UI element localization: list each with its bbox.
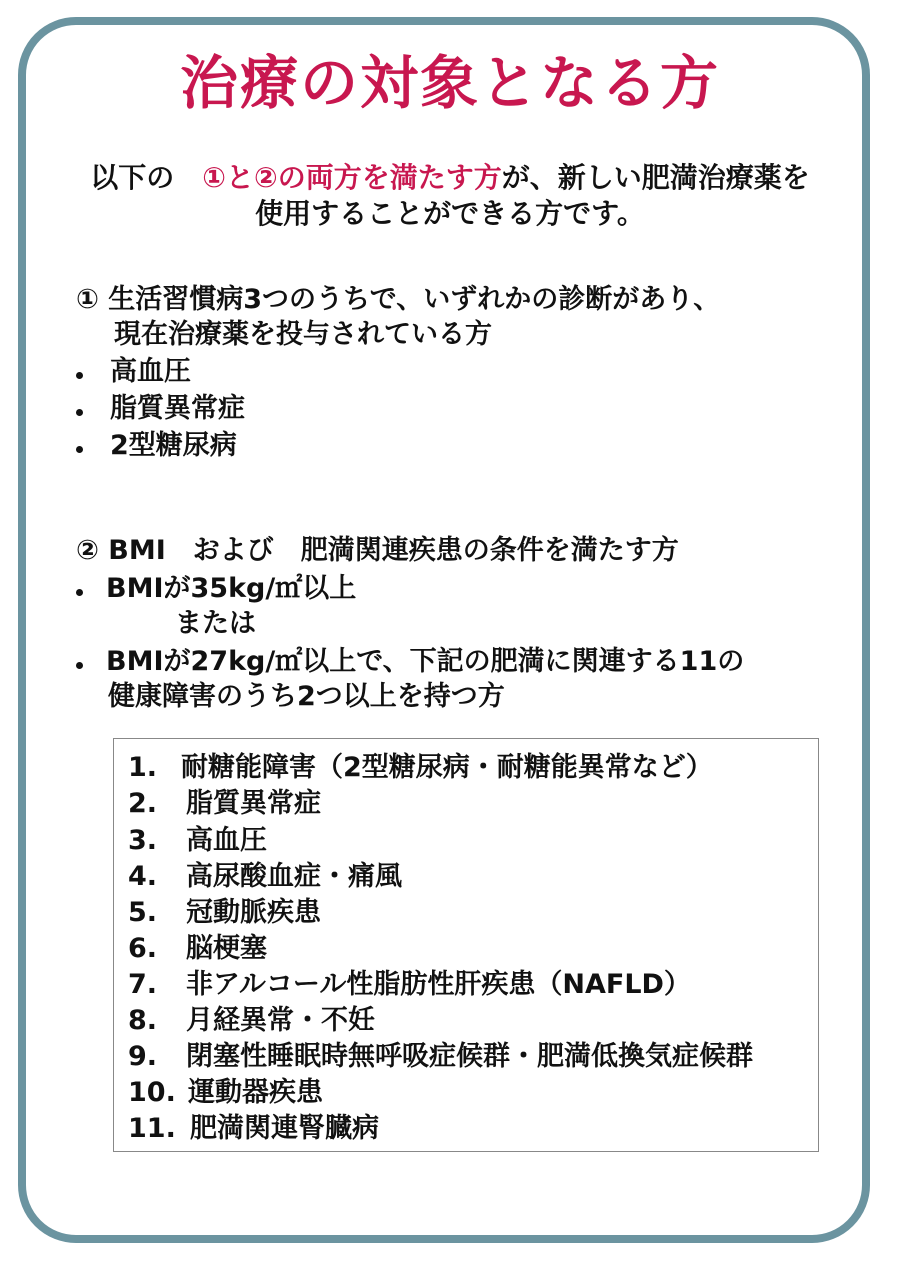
condition-number: 9. [128, 1041, 158, 1072]
condition-label: 運動器疾患 [188, 1077, 323, 1108]
condition-number: 5. [128, 897, 158, 928]
bullet-icon [76, 662, 83, 669]
criterion1-heading-line1: ① 生活習慣病3つのうちで、いずれかの診断があり、 [76, 284, 721, 315]
condition-label: 耐糖能障害（2型糖尿病・耐糖能異常など） [181, 752, 713, 783]
criterion1-item: 高血圧 [110, 356, 191, 387]
page-title: 治療の対象となる方 [179, 49, 720, 117]
condition-label: 閉塞性睡眠時無呼吸症候群・肥満低換気症候群 [186, 1041, 753, 1072]
condition-number: 3. [128, 825, 158, 856]
condition-number: 7. [128, 969, 158, 1000]
intro-text [0, 160, 900, 232]
criterion2-heading: ② BMI および 肥満関連疾患の条件を満たす方 [76, 535, 679, 566]
bullet-icon [76, 372, 83, 379]
conditions-list-box [113, 738, 819, 1152]
condition-number: 8. [128, 1005, 158, 1036]
criterion1-item: 2型糖尿病 [110, 430, 237, 461]
intro-highlight: ①と②の両方を満たす方 [202, 161, 502, 194]
bullet-icon [76, 589, 83, 596]
criterion2-item1: BMIが35kg/㎡以上 [106, 573, 357, 604]
criterion2-item2-line1: BMIが27kg/㎡以上で、下記の肥満に関連する11の [106, 646, 745, 677]
condition-label: 月経異常・不妊 [186, 1005, 375, 1036]
criterion2-item2-line2: 健康障害のうち2つ以上を持つ方 [108, 681, 505, 712]
criterion1-heading-line2: 現在治療薬を投与されている方 [114, 319, 492, 350]
condition-label: 高尿酸血症・痛風 [186, 861, 402, 892]
condition-number: 6. [128, 933, 158, 964]
condition-number: 11. [128, 1113, 176, 1144]
condition-number: 4. [128, 861, 158, 892]
intro-pre: 以下の [90, 161, 203, 194]
criterion1-item: 脂質異常症 [110, 393, 245, 424]
condition-number: 1. [128, 752, 158, 783]
bullet-icon [76, 409, 83, 416]
condition-label: 冠動脈疾患 [186, 897, 321, 928]
condition-label: 脂質異常症 [186, 788, 321, 819]
bullet-icon [76, 446, 83, 453]
intro-line-2: 使用することができる方です。 [255, 197, 645, 230]
criterion2-or: または [175, 608, 256, 639]
condition-label: 肥満関連腎臓病 [190, 1113, 379, 1144]
intro-post: が、新しい肥満治療薬を [501, 161, 810, 194]
condition-number: 2. [128, 788, 158, 819]
condition-label: 非アルコール性脂肪性肝疾患（NAFLD） [186, 969, 691, 1000]
condition-label: 高血圧 [186, 825, 267, 856]
condition-number: 10. [128, 1077, 176, 1108]
condition-label: 脳梗塞 [186, 933, 267, 964]
intro-line-1 [0, 160, 900, 196]
